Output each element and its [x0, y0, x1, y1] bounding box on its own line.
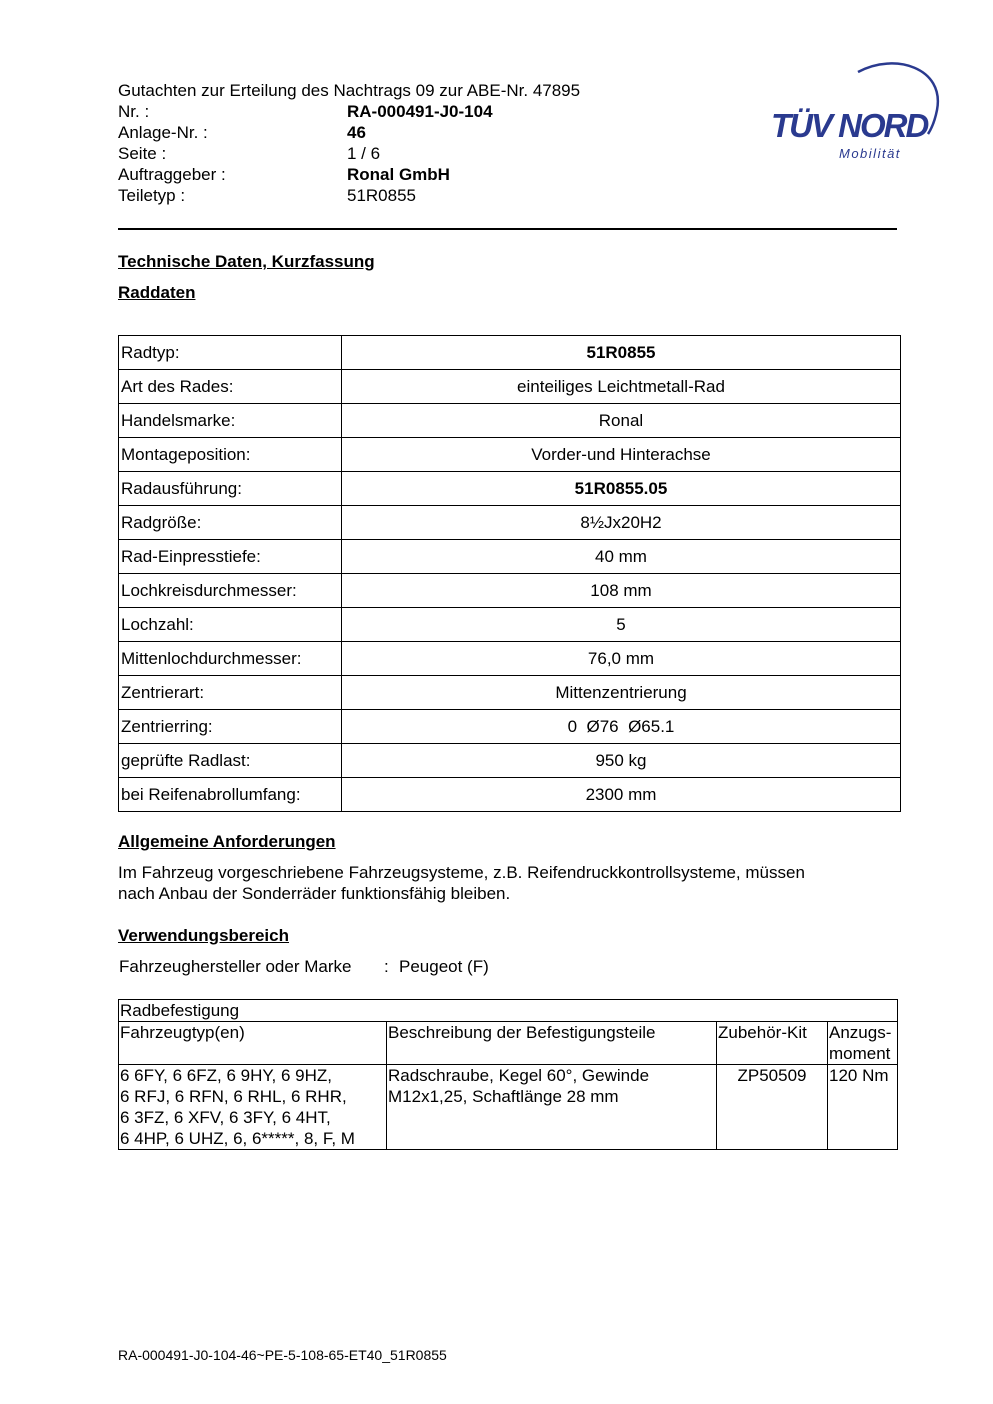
table-row: [119, 608, 901, 642]
field-value-teiletyp: 51R0855: [347, 186, 417, 205]
table-row: [119, 506, 901, 540]
row-label: Lochzahl:: [119, 608, 342, 642]
column-header-fahrzeugtyp: Fahrzeugtyp(en): [119, 1022, 387, 1065]
raddaten-table: [118, 335, 901, 812]
row-value: 76,0 mm: [342, 642, 901, 676]
field-value-anlage: 46: [347, 123, 366, 142]
table-row: [119, 336, 901, 370]
row-value: 8½Jx20H2: [342, 506, 901, 540]
field-label-seite: Seite :: [118, 144, 167, 163]
heading-raddaten: Raddaten: [118, 283, 196, 302]
table-row: [119, 744, 901, 778]
allgemeine-text-line-2: nach Anbau der Sonderräder funktionsfähig bleiben.: [118, 884, 511, 903]
row-label: Radgröße:: [119, 506, 342, 540]
cell-beschreibung: [387, 1065, 717, 1150]
row-value: Vorder-und Hinterachse: [342, 438, 901, 472]
cell-anzugsmoment: 120 Nm: [828, 1065, 898, 1150]
cell-zubehoer-kit: ZP50509: [717, 1065, 828, 1150]
column-header-zubehoer-kit: Zubehör-Kit: [717, 1022, 828, 1065]
row-value: 108 mm: [342, 574, 901, 608]
field-value-auftraggeber: Ronal GmbH: [347, 165, 450, 184]
row-value: einteiliges Leichtmetall-Rad: [342, 370, 901, 404]
row-label: Rad-Einpresstiefe:: [119, 540, 342, 574]
row-label: Art des Rades:: [119, 370, 342, 404]
row-value: Mittenzentrierung: [342, 676, 901, 710]
row-value: Ronal: [342, 404, 901, 438]
heading-allgemeine-anforderungen: Allgemeine Anforderungen: [118, 832, 336, 851]
row-value: 5: [342, 608, 901, 642]
field-label-anlage: Anlage-Nr. :: [118, 123, 208, 142]
table-row: [119, 778, 901, 812]
table-row: [119, 472, 901, 506]
row-label: Radausführung:: [119, 472, 342, 506]
beschreibung-line: M12x1,25, Schaftlänge 28 mm: [388, 1087, 619, 1106]
column-header-anzugs: Anzugs-: [829, 1023, 892, 1042]
row-label: Montageposition:: [119, 438, 342, 472]
table-row: [119, 404, 901, 438]
column-header-anzugsmoment: [828, 1022, 898, 1065]
radbefestigung-table: [118, 999, 898, 1150]
row-label: Lochkreisdurchmesser:: [119, 574, 342, 608]
table-row: [119, 1065, 898, 1150]
table-row: [119, 710, 901, 744]
logo-sub: Mobilität: [839, 146, 901, 161]
type-line: 6 3FZ, 6 XFV, 6 3FY, 6 4HT,: [120, 1108, 331, 1127]
cell-fahrzeugtypen: [119, 1065, 387, 1150]
row-label: Zentrierart:: [119, 676, 342, 710]
table-row: [119, 540, 901, 574]
heading-verwendungsbereich: Verwendungsbereich: [118, 926, 289, 945]
beschreibung-line: Radschraube, Kegel 60°, Gewinde: [388, 1066, 650, 1085]
table-header-row: [119, 1022, 898, 1065]
column-header-moment: moment: [829, 1044, 891, 1063]
type-line: 6 4HP, 6 UHZ, 6, 6*****, 8, F, M: [120, 1129, 355, 1148]
row-label: geprüfte Radlast:: [119, 744, 342, 778]
table-row: [119, 370, 901, 404]
row-value: 2300 mm: [342, 778, 901, 812]
table-row: [119, 574, 901, 608]
table-row: [119, 642, 901, 676]
document-title: Gutachten zur Erteilung des Nachtrags 09 zur ABE-Nr. 47895: [118, 81, 581, 100]
row-value: 950 kg: [342, 744, 901, 778]
row-label: Handelsmarke:: [119, 404, 342, 438]
field-value-seite: 1 / 6: [347, 144, 381, 163]
hersteller-value: Peugeot (F): [399, 957, 489, 976]
column-header-beschreibung: Beschreibung der Befestigungsteile: [387, 1022, 717, 1065]
hersteller-label: Fahrzeughersteller oder Marke: [119, 957, 352, 976]
field-label-teiletyp: Teiletyp :: [118, 186, 186, 205]
type-line: 6 6FY, 6 6FZ, 6 9HY, 6 9HZ,: [120, 1066, 332, 1085]
row-label: bei Reifenabrollumfang:: [119, 778, 342, 812]
row-label: Mittenlochdurchmesser:: [119, 642, 342, 676]
field-label-nr: Nr. :: [118, 102, 150, 121]
heading-technische-daten: Technische Daten, Kurzfassung: [118, 252, 375, 271]
allgemeine-text-line-1: Im Fahrzeug vorgeschriebene Fahrzeugsysteme, z.B. Reifendruckkontrollsysteme, müssen: [118, 863, 805, 882]
table-row: [119, 438, 901, 472]
footer-reference: RA-000491-J0-104-46~PE-5-108-65-ET40_51R0855: [118, 1347, 447, 1363]
row-label: Zentrierring:: [119, 710, 342, 744]
table-title: Radbefestigung: [119, 1000, 898, 1022]
row-value: 51R0855.05: [342, 472, 901, 506]
table-row: [119, 676, 901, 710]
field-label-auftraggeber: Auftraggeber :: [118, 165, 226, 184]
field-value-nr: RA-000491-J0-104: [347, 102, 493, 121]
table-row: [119, 1000, 898, 1022]
logo-brand: TÜV NORD: [771, 107, 928, 144]
row-value: 0 Ø76 Ø65.1: [342, 710, 901, 744]
hersteller-separator: :: [384, 957, 389, 976]
row-label: Radtyp:: [119, 336, 342, 370]
row-value: 40 mm: [342, 540, 901, 574]
row-value: 51R0855: [342, 336, 901, 370]
type-line: 6 RFJ, 6 RFN, 6 RHL, 6 RHR,: [120, 1087, 347, 1106]
header-divider: [118, 228, 897, 230]
